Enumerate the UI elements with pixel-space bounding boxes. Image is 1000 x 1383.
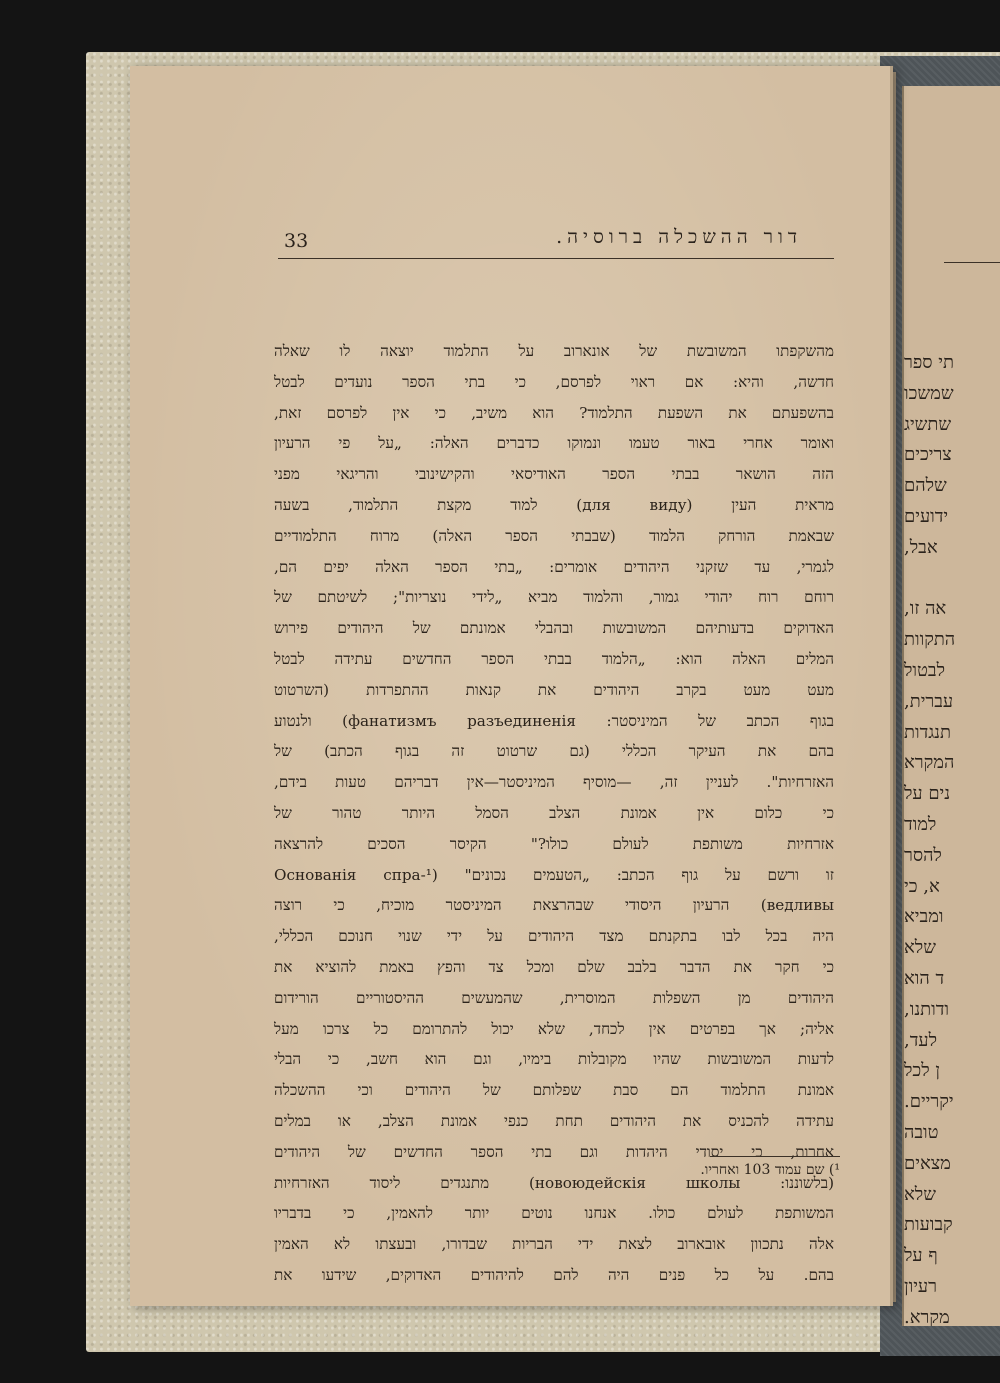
facing-page-line: שלא — [904, 937, 936, 959]
facing-page-line: מקרא. — [904, 1306, 950, 1326]
text-line: היהודים מן השפלות המוסרית, שהמעשים ההיסטוריים הורידום — [274, 988, 834, 1007]
text-line: היה בכל לבו בתקנתם מצד היהודים על ידי שנוי חנוכם הכללי, — [274, 927, 834, 946]
text-line: זו ורשם על גוף הכתב: „הטעמים נכונים" (Основанія спра-¹ — [274, 865, 834, 884]
text-line: בהם. על כל פנים היה להם להיהודים האדוקים, שידעו את — [274, 1265, 834, 1284]
facing-page-line: ן לכל — [904, 1060, 940, 1082]
text-line: מראית העין (для виду) למוד מקצת התלמוד, בשעה — [274, 495, 834, 514]
facing-page-line: מצאים — [904, 1152, 951, 1174]
facing-page-line: תנגדות — [904, 721, 952, 743]
facing-page-line: התקוות — [904, 629, 956, 651]
text-line: בגוף הכתב של המיניסטר: фанатизмъ разъединенія) ולנטוע — [274, 711, 834, 730]
text-line: אליה; אך בפרטים אין לכחד, שלא יכול להתרומם כל צרכו מעל — [274, 1019, 834, 1038]
text-line: בהשפעתם את השפעת התלמוד? הוא משיב, כי אין לפרסם זאת, — [274, 403, 834, 422]
facing-page-line: להסר — [904, 844, 942, 866]
text-line: אחרות, כי יסודי היהדות וגם בתי הספר החדשים של היהודים — [274, 1142, 834, 1161]
facing-page-line: קבועות — [904, 1214, 953, 1236]
facing-page-line: שלא — [904, 1183, 936, 1205]
page-header — [278, 222, 824, 266]
facing-page-line: ד הוא — [904, 967, 945, 989]
text-line: אמונת התלמוד הם סבת שפלותם של היהודים וכי ההשכלה — [274, 1081, 834, 1100]
facing-page-line: למוד — [904, 813, 937, 835]
text-line: האדוקים בדעותיהם המשובשות ובהבלי אמונתם של היהודים פירוש — [274, 619, 834, 638]
facing-page-line: המקרא — [904, 752, 955, 774]
facing-page-line: שמשכו — [904, 382, 954, 404]
header-rule — [278, 258, 834, 259]
facing-page-line: ודותנו, — [904, 998, 950, 1020]
facing-page-line: עברית, — [904, 690, 954, 712]
text-line: עתידה להכניס את היהודים תחת כנפי אמונת הצלב, או במלים — [274, 1111, 834, 1130]
text-line: המשותפת לעולם כולו. אנחנו נוטים יותר להאמין, כי בדבריו — [274, 1204, 834, 1223]
facing-page-line: צריכים — [904, 444, 952, 466]
body-text — [274, 336, 834, 1291]
text-line: כי כלום אין אמונת הצלב הסמל היותר טהור של — [274, 803, 834, 822]
facing-page-line: יקריים. — [904, 1091, 954, 1113]
text-line: (בלשוננו: новоюдейскія школы) מתנגדים ליסוד האזרחיות — [274, 1173, 834, 1192]
text-line: ואומר אחרי באור טעמו ונמוקו כדברים האלה: „על פי הרעיון — [274, 434, 834, 453]
facing-page — [902, 86, 1000, 1326]
facing-page-line: א, כי — [904, 875, 940, 897]
facing-page-line: נים על — [904, 783, 951, 805]
text-line: המלים האלה הוא: „הלמוד בבתי הספר החדשים עתידה לבטל — [274, 649, 834, 668]
text-line: לדעות המשובשות שהיו מקובלות בימיו, וגם הוא חשב, כי הבלי — [274, 1050, 834, 1069]
footnote-rule — [710, 1156, 840, 1157]
text-line: ведливы) הרעיון היסודי שבהרצאת המיניסטר מוכיח, כי רוצה — [274, 896, 834, 915]
text-line: הזה הושאר בבתי הספר האודיסאי והקישינובי והריגאי מפני — [274, 465, 834, 484]
facing-page-line: שתשיג — [904, 413, 952, 435]
text-line: בהם את העיקר הכללי (גם שרטוט זה בגוף הכתב) של — [274, 742, 834, 761]
facing-page-header-rule — [944, 262, 1000, 263]
page-number: 33 — [284, 230, 309, 252]
text-line: מהשקפתו המשובשת של אונארוב על התלמוד יוצאה לו שאלה — [274, 342, 834, 360]
facing-page-line: אה זו, — [904, 598, 947, 620]
facing-page-line — [904, 564, 1000, 595]
text-line: אלה נתכוון אובארוב לצאת ידי הבריות שבדורו, ובעצתו לא האמין — [274, 1235, 834, 1254]
running-title: דור ההשכלה ברוסיה. — [556, 226, 802, 248]
facing-page-line: לעד, — [904, 1029, 937, 1051]
facing-page-line: תי ספר — [904, 352, 954, 373]
facing-page-line: טובה — [904, 1121, 939, 1143]
main-page — [130, 66, 893, 1306]
text-line: רוחם רוח יהודי גמור, והלמוד מביא „לידי נוצריות"; לשיטתם של — [274, 588, 834, 607]
text-line: אזרחיות משותפת לעולם כולו?" הקיסר הסכים להרצאה — [274, 834, 834, 853]
facing-page-line: אבל, — [904, 536, 938, 558]
footnote: ¹) שם עמוד 103 ואחריו. — [700, 1162, 840, 1178]
facing-page-line: שלהם — [904, 475, 947, 497]
facing-page-text — [904, 348, 1000, 1326]
text-line: לגמרי, עד שזקני היהודים אומרים: „בתי הספר האלה יפים הם, — [274, 557, 834, 576]
facing-page-line: ף על — [904, 1245, 938, 1267]
text-line: מעט מעט בקרב היהודים את קנאות ההתפרדות (השרטוט — [274, 680, 834, 699]
text-line: כי חקר את הדבר בלבב שלם ומכל צד והפץ באמת להוציא את — [274, 957, 834, 976]
facing-page-line: לבטול — [904, 659, 945, 681]
facing-page-line: ידועים — [904, 505, 949, 527]
text-line: האזרחיות". לעניין זה, —מוסיף המיניסטר—אין דבריהם טעות בידם, — [274, 773, 834, 792]
facing-page-line: ומביא — [904, 906, 944, 928]
text-line: שבאמת הורחק הלמוד (שבבתי הספר האלה) מרוח התלמודיים — [274, 526, 834, 545]
text-line: חדשה, והיא: אם ראוי לפרסם, כי בתי הספר נועדים לבטל — [274, 372, 834, 391]
facing-page-line: רעיון — [904, 1275, 937, 1297]
